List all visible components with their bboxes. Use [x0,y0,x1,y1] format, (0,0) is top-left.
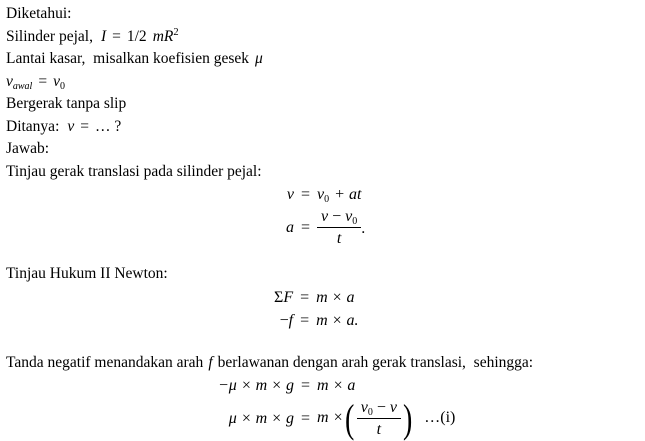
line-tinjau-translasi [6,161,645,184]
equation-v-equals-v0-plus-at [286,183,365,206]
silinder-label: Silinder pejal, [6,27,93,45]
tinjau-newton-label: Tinjau Hukum II Newton: [6,265,168,282]
tanda-post-label: berlawanan dengan arah gerak translasi, sehingga: [217,353,534,371]
var-v-awal: v [6,72,13,90]
subscript-awal: awal [12,80,33,92]
bergerak-label: Bergerak tanpa slip [6,95,127,112]
eq6-lhs: μ × m × g [228,410,294,427]
eq4-lhs: −f [279,311,294,329]
fraction-numerator: $v - v_0$ [317,207,361,228]
equals-sign: = [80,117,90,135]
eq3-lhs: ΣF [274,288,294,306]
period: . [361,220,366,238]
var-mR: mR [152,27,174,45]
fraction-v-minus-v0-over-t [317,207,361,248]
eq4-equals: = [300,311,310,329]
ditanya-label: Ditanya: [6,117,60,135]
equals-sign: = [38,72,48,90]
eq2-lhs: a [286,219,294,236]
eq1-lhs: v [286,186,294,203]
equation-block-newton [274,286,358,332]
equation-block-gesek [218,374,455,440]
equation-minus-f-equals-ma [274,309,358,332]
eq4-rhs: m × a. [316,311,359,329]
jawab-label: Jawab: [6,140,50,157]
diketahui-label: Diketahui: [6,5,72,22]
eq5-rhs: m × a [317,377,356,394]
equation-block-translasi [286,183,365,249]
line-ditanya [6,116,645,139]
fraction-v0-minus-v-over-t [357,398,401,439]
equation-minus-mu-mg-equals-ma [218,374,455,397]
half-fraction: 1/2 [126,27,147,45]
line-lantai-kasar [6,48,645,71]
eq3-rhs: m × a [316,288,355,306]
line-v-awal [6,71,645,94]
sigma-symbol: Σ [274,288,284,306]
eq1-equals: = [301,186,311,203]
subscript-0: 0 [367,407,373,418]
eq2-rhs [317,206,365,249]
eq6-rhs: m ×( $\frac{v_0 - v}{t}$ ) …(i) [317,395,456,441]
eq6-equals: = [300,410,311,427]
tinjau-translasi-label: Tinjau gerak translasi pada silinder pejal: [6,162,262,180]
line-bergerak [6,93,645,116]
lantai-label: Lantai kasar, misalkan koefisien gesek [6,50,249,67]
question-dots: … ? [95,117,122,135]
line-tinjau-newton [6,263,645,286]
var-mu: μ [255,50,263,67]
equation-tag-i: …(i) [424,409,456,427]
var-f: f [208,353,213,371]
line-silinder-pejal [6,26,645,49]
equation-a-equals-fraction [286,206,365,249]
fraction-denominator: t [336,230,342,247]
line-jawab [6,138,645,161]
eq2-equals: = [301,219,311,236]
eq5-equals: = [300,377,311,394]
equation-mu-mg-equals-m-fraction [218,397,455,440]
line-diketahui [6,3,645,26]
line-tanda-negatif [6,352,645,375]
subscript-0: 0 [352,216,358,227]
equation-sigmaF-equals-ma [274,286,358,309]
var-v0: v [53,72,60,90]
eq1-rhs: $v_0$ + at [317,186,362,205]
eq5-lhs: −μ × m × g [218,377,294,394]
exponent-2: 2 [173,26,179,38]
minus-sign: − [279,311,289,329]
equals-sign: = [112,27,121,45]
var-v: v [67,117,75,135]
subscript-0: 0 [59,80,65,92]
tanda-pre-label: Tanda negatif menandakan arah [6,353,204,371]
subscript-0: 0 [324,194,330,205]
fraction-denominator: t [376,421,382,438]
fraction-numerator: $v_0 - v$ [357,398,401,419]
eq3-equals: = [300,288,310,306]
var-I: I [100,27,107,45]
